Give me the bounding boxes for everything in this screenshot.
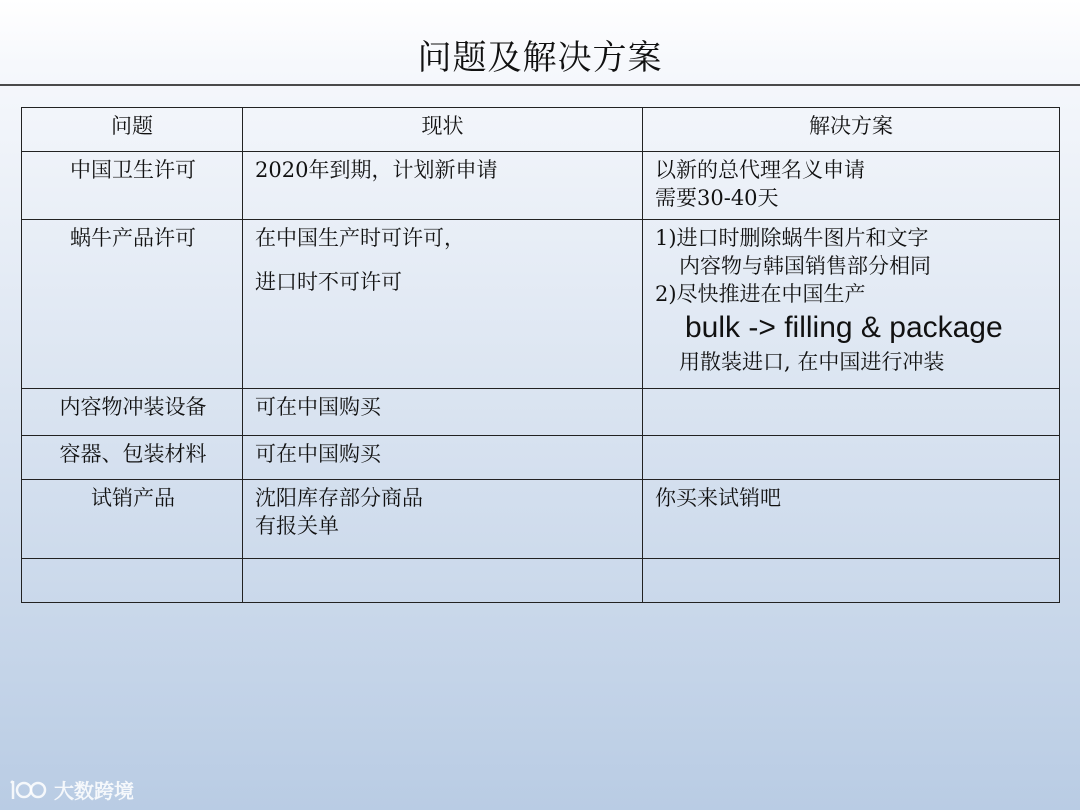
status-line: 进口时不可许可 — [255, 270, 402, 294]
status-cell — [243, 480, 643, 559]
solution-cell — [643, 152, 1060, 220]
solution-cell — [643, 480, 1060, 559]
100-badge-icon — [10, 777, 48, 803]
solution-line: 用散装进口, 在中国进行冲装 — [679, 350, 945, 374]
solution-cell — [643, 436, 1060, 480]
slide-title: 问题及解决方案 — [417, 38, 663, 78]
table-row — [22, 480, 1060, 559]
table-row — [22, 559, 1060, 603]
status-cell — [243, 436, 643, 480]
issue-cell: 内容物冲装设备 — [22, 389, 243, 436]
table-row — [22, 152, 1060, 220]
status-cell — [243, 220, 643, 389]
title-divider — [0, 84, 1080, 86]
solution-line: 1)进口时删除蜗牛图片和文字 — [655, 226, 929, 250]
solution-cell — [643, 559, 1060, 603]
issue-cell: 容器、包装材料 — [22, 436, 243, 480]
solution-line-process: bulk -> filling & package — [685, 311, 1003, 344]
solution-line: 你买来试销吧 — [655, 486, 781, 510]
solution-line: 2)尽快推进在中国生产 — [655, 282, 866, 306]
issue-cell: 蜗牛产品许可 — [22, 220, 243, 389]
table-row — [22, 436, 1060, 480]
solution-line: 需要30-40天 — [655, 186, 779, 210]
solution-line: 内容物与韩国销售部分相同 — [679, 254, 931, 278]
header-issue: 问题 — [22, 108, 243, 152]
header-status: 现状 — [243, 108, 643, 152]
issue-cell: 试销产品 — [22, 480, 243, 559]
table-row — [22, 389, 1060, 436]
solution-cell — [643, 389, 1060, 436]
table-header-row — [22, 108, 1060, 152]
issue-cell: 中国卫生许可 — [22, 152, 243, 220]
watermark — [10, 775, 134, 804]
watermark-text: 大数跨境 — [54, 779, 134, 803]
header-solution: 解决方案 — [643, 108, 1060, 152]
status-cell — [243, 152, 643, 220]
solution-line: 以新的总代理名义申请 — [655, 158, 865, 182]
issues-table — [21, 107, 1060, 603]
status-line: 沈阳库存部分商品 — [255, 486, 423, 510]
issue-cell — [22, 559, 243, 603]
status-line: 在中国生产时可许可， — [255, 226, 465, 250]
solution-cell — [643, 220, 1060, 389]
status-line: 可在中国购买 — [255, 442, 381, 466]
table-row — [22, 220, 1060, 389]
status-line: 可在中国购买 — [255, 395, 381, 419]
status-line: 2020年到期，计划新申请 — [255, 158, 498, 182]
status-line: 有报关单 — [255, 514, 339, 538]
status-cell — [243, 389, 643, 436]
status-cell — [243, 559, 643, 603]
line-gap — [255, 252, 632, 268]
